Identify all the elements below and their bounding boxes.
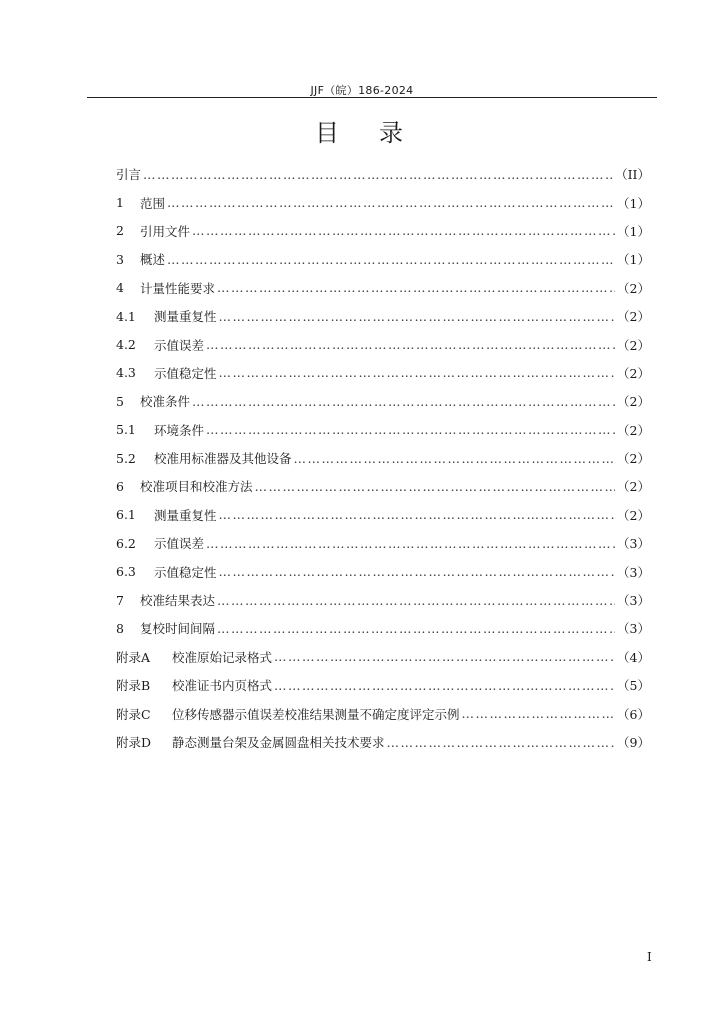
toc-entry-page: （3） (617, 564, 650, 580)
toc-entry-number: 6.1 (116, 507, 136, 523)
toc-entry[interactable] (116, 330, 650, 358)
toc-entry-title: 示值误差 (154, 536, 205, 552)
toc-title-char-2: 录 (379, 119, 409, 147)
toc-entry[interactable] (116, 274, 650, 302)
toc-dot-leader (219, 507, 616, 522)
toc-entry-title: 位移传感器示值误差校准结果测量不确定度评定示例 (172, 706, 460, 722)
toc-dot-leader (167, 252, 615, 267)
toc-entry-number: 4.1 (116, 308, 136, 324)
toc-entry-title: 范围 (140, 195, 166, 211)
toc-entry-title: 校准项目和校准方法 (140, 479, 253, 495)
toc-entry[interactable] (116, 614, 650, 642)
toc-entry-page: （II） (615, 167, 650, 183)
toc-entry-title: 环境条件 (154, 422, 205, 438)
toc-entry-page: （2） (617, 337, 650, 353)
toc-entry-title: 引言 (116, 167, 142, 183)
table-of-contents (116, 160, 650, 756)
toc-entry-title: 静态测量台架及金属圆盘相关技术要求 (172, 735, 385, 750)
toc-entry-title: 示值稳定性 (154, 365, 217, 381)
toc-entry-number: 附录C (116, 706, 151, 722)
toc-dot-leader (274, 678, 615, 693)
toc-dot-leader (217, 593, 615, 608)
toc-entry-page: （5） (617, 678, 650, 694)
toc-entry-number: 1 (116, 195, 124, 211)
toc-entry-title: 概述 (140, 252, 166, 268)
toc-entry[interactable] (116, 728, 650, 756)
toc-entry-number: 6.3 (116, 564, 136, 580)
toc-entry-page: （2） (617, 479, 650, 495)
toc-entry-number: 附录A (116, 649, 151, 665)
toc-entry[interactable] (116, 245, 650, 273)
toc-entry-title: 引用文件 (140, 223, 191, 239)
toc-entry-page: （4） (617, 649, 650, 665)
toc-dot-leader (219, 365, 616, 380)
toc-dot-leader (219, 309, 616, 324)
toc-entry-page: （2） (617, 507, 650, 523)
toc-entry-number: 8 (116, 620, 124, 636)
toc-entry[interactable] (116, 188, 650, 216)
toc-entry-title: 测量重复性 (154, 507, 217, 523)
toc-entry-page: （3） (617, 621, 650, 637)
toc-entry-title: 校准结果表达 (140, 593, 216, 609)
toc-entry-page: （6） (617, 706, 650, 722)
toc-entry-number: 4 (116, 280, 124, 296)
toc-entry-page: （2） (617, 422, 650, 438)
toc-entry-page: （2） (617, 365, 650, 381)
toc-entry-number: 附录D (116, 735, 152, 750)
document-code: JJF（皖）186-2024 (310, 84, 414, 97)
toc-entry[interactable] (116, 529, 650, 557)
toc-dot-leader (192, 394, 615, 409)
toc-dot-leader (217, 280, 615, 295)
toc-entry[interactable] (116, 416, 650, 444)
toc-entry-title: 计量性能要求 (140, 280, 216, 296)
toc-entry-number: 5.2 (116, 450, 136, 466)
toc-entry-number: 2 (116, 223, 124, 239)
header-rule (87, 97, 657, 98)
toc-entry-number: 6 (116, 478, 124, 494)
page-number: I (647, 950, 652, 964)
toc-entry-page: （2） (617, 309, 650, 325)
toc-entry-title: 校准证书内页格式 (172, 678, 273, 694)
toc-entry[interactable] (116, 557, 650, 585)
toc-dot-leader (167, 195, 615, 210)
toc-dot-leader (462, 706, 616, 721)
toc-entry-page: （1） (617, 223, 650, 239)
toc-entry-title: 校准用标准器及其他设备 (154, 451, 292, 467)
toc-dot-leader (219, 564, 616, 579)
toc-entry[interactable] (116, 444, 650, 472)
toc-entry-number: 3 (116, 251, 124, 267)
toc-dot-leader (255, 479, 616, 494)
toc-entry[interactable] (116, 643, 650, 671)
toc-title-char-1: 目 (315, 119, 345, 147)
toc-dot-leader (143, 167, 613, 182)
toc-dot-leader (294, 451, 616, 466)
toc-entry-title: 示值误差 (154, 337, 205, 353)
toc-entry-page: （3） (617, 593, 650, 609)
toc-entry-number: 5.1 (116, 422, 136, 438)
toc-entry-number: 6.2 (116, 535, 136, 551)
toc-entry-page: （3） (617, 536, 650, 552)
toc-entry-title: 测量重复性 (154, 309, 217, 325)
toc-title (0, 113, 724, 148)
toc-entry-number: 7 (116, 592, 124, 608)
toc-dot-leader (274, 649, 615, 664)
toc-dot-leader (217, 621, 615, 636)
toc-dot-leader (206, 422, 615, 437)
toc-entry[interactable] (116, 501, 650, 529)
toc-entry-page: （2） (617, 280, 650, 296)
toc-entry-page: （2） (617, 394, 650, 410)
toc-entry-title: 示值稳定性 (154, 564, 217, 580)
toc-entry-page: （1） (617, 252, 650, 268)
toc-entry-page: （2） (617, 451, 650, 467)
toc-entry-title: 校准原始记录格式 (172, 649, 273, 665)
toc-entry[interactable] (116, 160, 650, 188)
toc-entry[interactable] (116, 671, 650, 699)
toc-dot-leader (206, 536, 615, 551)
toc-entry-number: 附录B (116, 678, 151, 694)
toc-entry-title: 复校时间间隔 (140, 621, 216, 637)
toc-dot-leader (206, 337, 615, 352)
toc-entry[interactable] (116, 699, 650, 727)
toc-entry-title: 校准条件 (140, 394, 191, 410)
toc-entry[interactable] (116, 472, 650, 500)
toc-dot-leader (192, 223, 615, 238)
toc-dot-leader (387, 735, 616, 750)
toc-entry-page: （9） (617, 735, 650, 750)
toc-entry-number: 4.2 (116, 337, 136, 353)
toc-entry-page: （1） (617, 195, 650, 211)
toc-entry[interactable] (116, 302, 650, 330)
toc-entry[interactable] (116, 586, 650, 614)
toc-entry-number: 5 (116, 393, 124, 409)
toc-entry[interactable] (116, 217, 650, 245)
toc-entry-number: 4.3 (116, 365, 136, 381)
toc-entry[interactable] (116, 387, 650, 415)
toc-entry[interactable] (116, 359, 650, 387)
